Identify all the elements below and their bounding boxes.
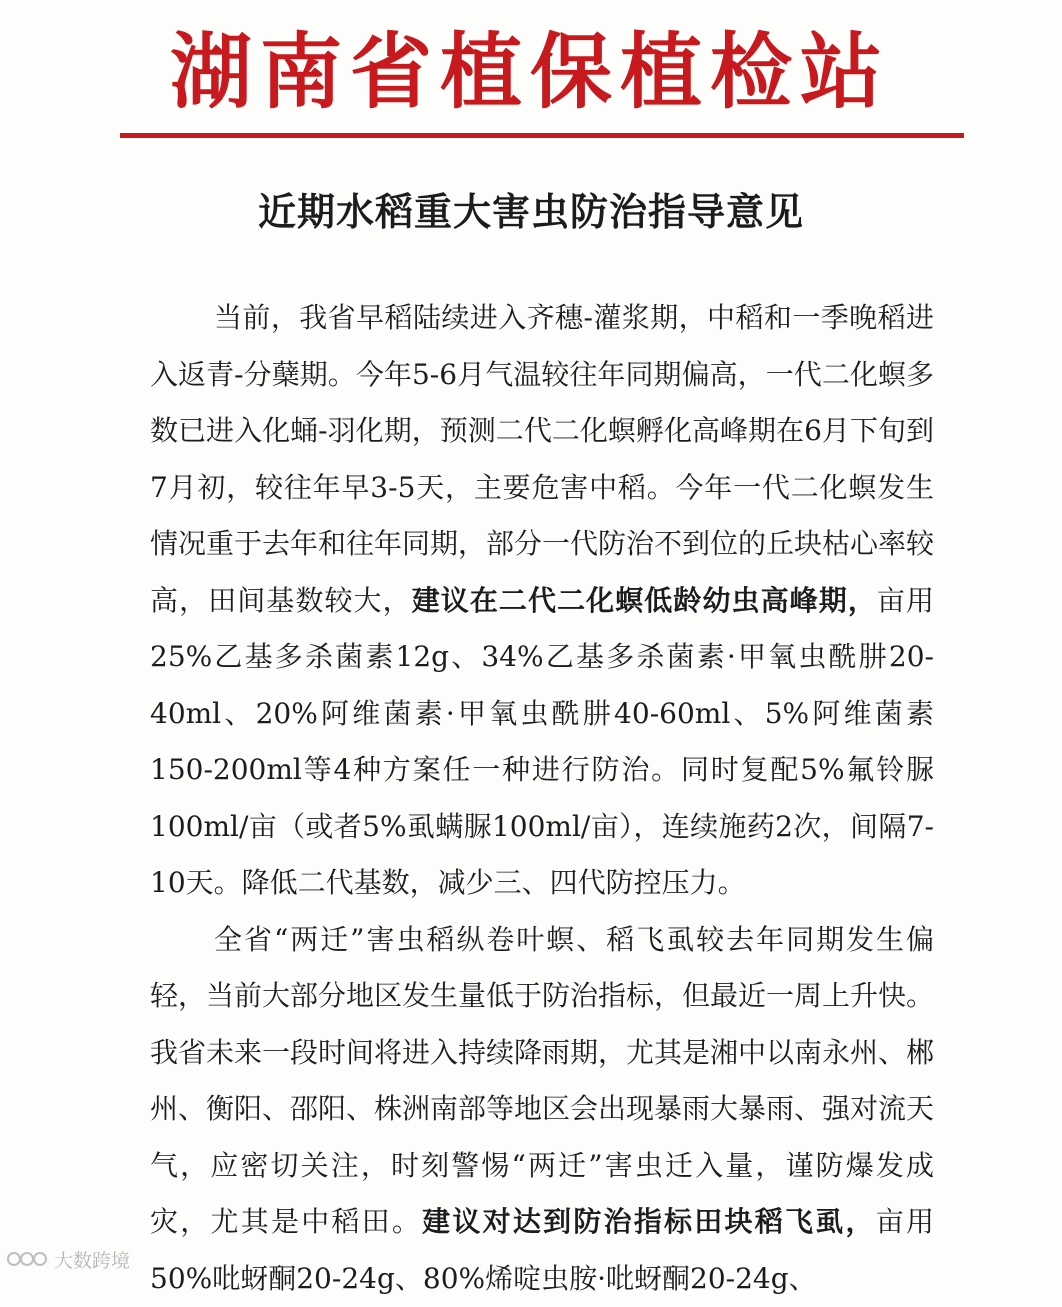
emphasized-text: 建议在二代二化螟低龄幼虫高峰期， xyxy=(412,584,877,617)
paragraph xyxy=(150,290,934,912)
paragraph xyxy=(150,912,934,1307)
document-body xyxy=(150,290,934,1307)
paragraph-text: 当前，我省早稻陆续进入齐穗-灌浆期，中稻和一季晚稻进入返青-分蘖期。今年5-6月气温较往年同期偏高，一代二化螟多数已进入化蛹-羽化期，预测二代二化螟孵化高峰期在6月下旬到7月初，较往年早3-5天，主要危害中稻。今年一代二化螟发生情况重于去年和往年同期，部分一代防治不到位的丘块枯心率较高，田间基数较大， xyxy=(150,301,934,617)
paragraph-text: 亩用50%吡蚜酮20-24g、80%烯啶虫胺·吡蚜酮20-24g、 xyxy=(150,1205,934,1295)
paragraph-text: 全省“两迁”害虫稻纵卷叶螟、稻飞虱较去年同期发生偏轻，当前大部分地区发生量低于防治指标，但最近一周上升快。我省未来一段时间将进入持续降雨期，尤其是湘中以南永州、郴州、衡阳、邵阳、株洲南部等地区会出现暴雨大暴雨、强对流天气，应密切关注，时刻警惕“两迁”害虫迁入量，谨防爆发成灾，尤其是中稻田。 xyxy=(150,923,934,1239)
watermark xyxy=(6,1245,130,1273)
red-divider-line xyxy=(120,133,964,138)
org-name-header: 湖南省植保植检站 xyxy=(100,22,960,122)
document-title: 近期水稻重大害虫防治指导意见 xyxy=(0,184,1062,240)
watermark-text: 大数跨境 xyxy=(54,1246,130,1273)
emphasized-text: 建议对达到防治指标田块稻飞虱， xyxy=(422,1205,876,1238)
paragraph-text: 亩用25%乙基多杀菌素12g、34%乙基多杀菌素·甲氧虫酰肼20-40ml、20%阿维菌素·甲氧虫酰肼40-60ml、5%阿维菌素150-200ml等4种方案任一种进行防治。同时复配5%氟铃脲100ml/亩（或者5%虱螨脲100ml/亩），连续施药2次，间隔7-10天。降低二代基数，减少三、四代防控压力。 xyxy=(150,584,934,900)
brand-logo-icon xyxy=(6,1248,48,1270)
